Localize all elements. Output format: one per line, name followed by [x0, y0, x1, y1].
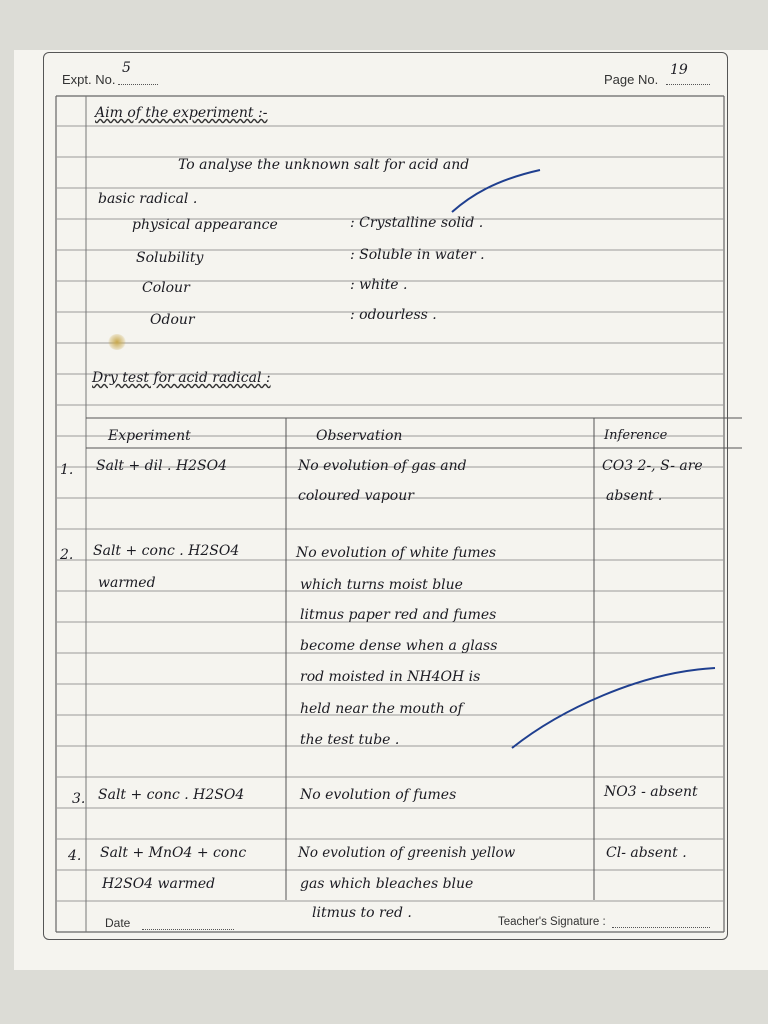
check-mark-icon: [512, 668, 715, 748]
row-num: 2.: [60, 547, 74, 563]
prop-label-odour: Odour: [150, 312, 195, 328]
obs-cell-line: rod moisted in NH4OH is: [300, 669, 481, 685]
inf-cell-line: Cl- absent .: [606, 845, 687, 861]
exp-cell-line: Salt + conc . H2SO4: [98, 787, 245, 803]
dry-test-heading: Dry test for acid radical :: [92, 370, 271, 386]
row-num: 4.: [68, 848, 82, 864]
prop-label-colour: Colour: [142, 280, 190, 296]
prop-value-odour: : odourless .: [350, 307, 437, 323]
prop-value-appearance: : Crystalline solid .: [350, 215, 484, 231]
prop-label-appearance: physical appearance: [132, 217, 278, 233]
page-no-value: 19: [670, 62, 688, 78]
prop-value-colour: : white .: [350, 277, 408, 293]
obs-cell-line: gas which bleaches blue: [300, 876, 474, 892]
inf-cell-line: NO3 - absent: [604, 784, 698, 800]
row-num: 3.: [72, 791, 86, 807]
prop-value-solubility: : Soluble in water .: [350, 247, 485, 263]
obs-cell-line: coloured vapour: [298, 488, 414, 504]
obs-cell-line: litmus paper red and fumes: [300, 607, 497, 623]
expt-no-label: Expt. No.: [62, 72, 116, 87]
aim-line-2: basic radical .: [98, 191, 198, 207]
obs-cell-line: No evolution of greenish yellow: [298, 845, 516, 861]
exp-cell-line: Salt + conc . H2SO4: [93, 543, 240, 559]
teacher-signature-label: Teacher's Signature :: [498, 916, 606, 928]
obs-cell-line: the test tube .: [300, 732, 400, 748]
col-header-observation: Observation: [316, 428, 403, 444]
expt-no-value: 5: [122, 60, 131, 76]
inf-cell-line: absent .: [606, 488, 663, 504]
page-no-label: Page No.: [604, 72, 659, 87]
aim-line-1: To analyse the unknown salt for acid and: [178, 157, 470, 173]
date-label: Date: [105, 916, 131, 930]
prop-label-solubility: Solubility: [136, 250, 204, 266]
obs-cell-line: No evolution of gas and: [298, 458, 467, 474]
inf-cell-line: CO3 2-, S- are: [602, 458, 703, 474]
obs-cell-line: which turns moist blue: [300, 577, 463, 593]
exp-cell-line: H2SO4 warmed: [102, 876, 216, 892]
obs-cell-line: become dense when a glass: [300, 638, 498, 654]
check-mark-icon: [452, 170, 540, 212]
exp-cell-line: Salt + dil . H2SO4: [96, 458, 228, 474]
aim-heading: Aim of the experiment :-: [95, 105, 268, 121]
obs-cell-line: held near the mouth of: [300, 701, 463, 717]
obs-cell-line: No evolution of white fumes: [296, 545, 497, 561]
row-num: 1.: [60, 462, 74, 478]
exp-cell-line: warmed: [98, 575, 156, 591]
obs-cell-line: No evolution of fumes: [300, 787, 457, 803]
obs-cell-line: litmus to red .: [312, 905, 412, 921]
col-header-inference: Inference: [604, 428, 668, 443]
exp-cell-line: Salt + MnO4 + conc: [100, 845, 247, 861]
col-header-experiment: Experiment: [108, 428, 191, 444]
